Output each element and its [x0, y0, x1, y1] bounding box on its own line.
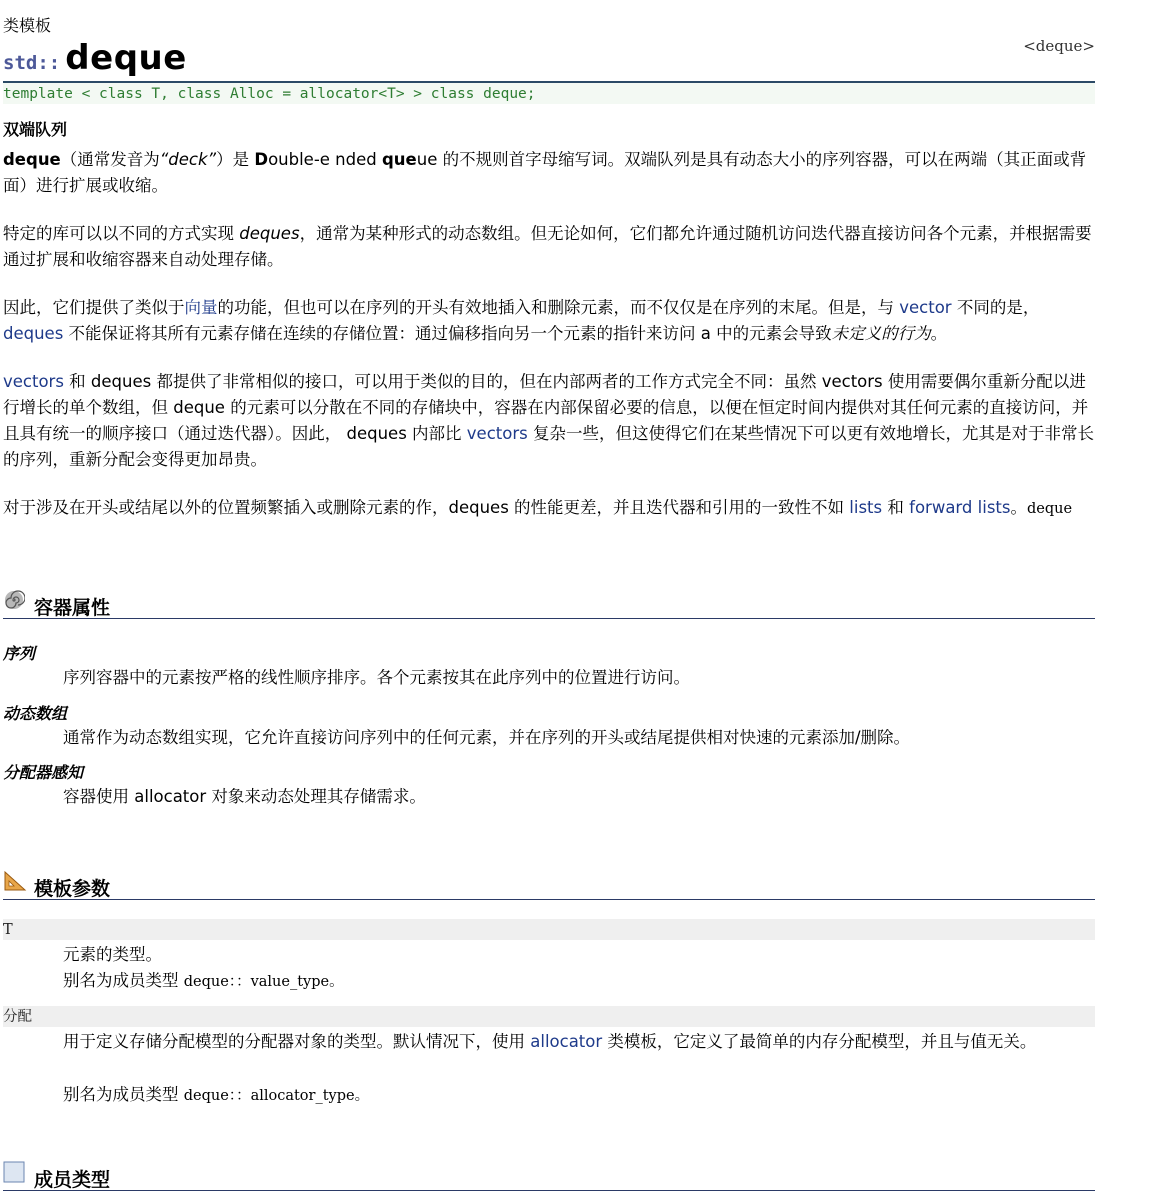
text: 复杂一些，但这使得它们在某些情况下可以更有效地增长，尤其是对于非常长的序列，重新分配会变得更加昂贵。 — [3, 424, 1094, 469]
text: 。 — [1010, 498, 1027, 517]
vectors-link[interactable]: vectors — [466, 424, 528, 443]
deque-term: deque — [3, 150, 61, 169]
text: 未定义的行为 — [831, 324, 931, 343]
paragraph-vectors — [3, 369, 1095, 473]
text: （通常发音为 — [60, 150, 160, 169]
allocator-link[interactable]: allocator — [530, 1032, 603, 1051]
text: ouble-e nded — [268, 150, 382, 169]
text: 别名为成员类型 — [63, 1085, 184, 1104]
list-icon — [3, 1161, 25, 1183]
param-name-alloc: 分配 — [3, 1006, 1095, 1027]
text: deque：：allocator_type。 — [183, 1088, 370, 1104]
section-title: 容器属性 — [34, 597, 111, 619]
property-term: 序列 — [3, 644, 36, 663]
param-alias — [63, 1082, 1095, 1109]
text: 别名为成员类型 — [63, 971, 184, 990]
text: 。 — [930, 324, 948, 343]
property-desc: 容器使用 allocator 对象来动态处理其存储需求。 — [63, 787, 426, 806]
param-desc — [63, 1029, 1095, 1055]
spiral-icon — [3, 589, 25, 611]
text: deque：：value_type。 — [183, 974, 344, 990]
param-alias — [63, 968, 1095, 995]
text: 特定的库可以以不同的方式实现 — [3, 224, 240, 243]
text: 对于涉及在开头或结尾以外的位置频繁插入或删除元素的作，deques 的性能更差，并且迭代器和引用的一致性不如 — [3, 498, 850, 517]
text: deques — [239, 224, 300, 243]
paragraph-performance — [3, 495, 1095, 522]
paragraph-comparison — [3, 295, 1095, 347]
text: 的功能，但也可以在序列的开头有效地插入和删除元素，而不仅仅是在序列的末尾。但是，与 — [217, 298, 900, 317]
text: 和 deques 都提供了非常相似的接口，可以用于类似的目的，但在内部两者的工作方式完全不同：虽然 vectors 使用需要偶尔重新分配以进行增长的单个数组，但 deque 的元素可以分散在不同的存储块中，容器在内部保留必要的信息，以便在恒定时间内提供对其任何元素的直接访问，并且具有统一的顺序接口（通过迭代器）。因此， deques 内部比 — [3, 372, 1089, 443]
namespace-label: std:: — [3, 52, 61, 74]
entity-kind: 类模板 — [3, 16, 52, 35]
text: 因此，它们提供了类似于 — [3, 298, 185, 317]
param-desc: 元素的类型。 — [63, 945, 162, 964]
subtitle: 双端队列 — [3, 120, 68, 139]
text: 和 — [882, 498, 910, 517]
vector-link[interactable]: 向量 — [184, 298, 218, 317]
property-term: 动态数组 — [3, 704, 68, 723]
section-member-types — [3, 1163, 1095, 1191]
set-square-icon — [3, 870, 25, 892]
paragraph-intro — [3, 147, 1095, 199]
page-title — [3, 38, 187, 78]
property-desc: 序列容器中的元素按严格的线性顺序排序。各个元素按其在此序列中的位置进行访问。 — [63, 668, 690, 687]
prototype-declaration: template < class T, class Alloc = allocator<T> > class deque; — [3, 81, 1095, 104]
text: que — [381, 150, 417, 169]
text: ue 的不规则首字母缩写词。双端队列是具有动态大小的序列容器，可以在两端（其正面或背面）进行扩展或收缩。 — [3, 150, 1087, 195]
text: 类模板，它定义了最简单的内存分配模型，并且与值无关。 — [602, 1032, 1037, 1051]
deques-link[interactable]: deques — [3, 324, 64, 343]
paragraph-implementation — [3, 221, 1095, 273]
text: 不同的是， — [951, 298, 1040, 317]
text: 用于定义存储分配模型的分配器对象的类型。默认情况下，使用 — [63, 1032, 531, 1051]
section-title: 模板参数 — [34, 878, 111, 900]
param-name-T: T — [3, 919, 1095, 940]
header-file-link[interactable]: <deque> — [1023, 37, 1095, 55]
text: deque — [1026, 501, 1073, 517]
vector-link[interactable]: vector — [899, 298, 952, 317]
section-template-parameters — [3, 872, 1095, 900]
forward-lists-link[interactable]: forward lists — [909, 498, 1011, 517]
text: ）是 — [216, 150, 255, 169]
class-name: deque — [65, 38, 187, 78]
text: 不能保证将其所有元素存储在连续的存储位置：通过偏移指向另一个元素的指针来访问 a 中的元素会导致 — [63, 324, 832, 343]
property-term: 分配器感知 — [3, 763, 84, 782]
section-title: 成员类型 — [34, 1169, 111, 1191]
vectors-link[interactable]: vectors — [3, 372, 64, 391]
text: ，通常为某种形式的动态数组。但无论如何，它们都允许通过随机访问迭代器直接访问各个元素，并根据需要通过扩展和收缩容器来自动处理存储。 — [3, 224, 1092, 269]
text: “deck” — [159, 150, 217, 169]
section-container-properties — [3, 591, 1095, 619]
lists-link[interactable]: lists — [849, 498, 883, 517]
text: D — [254, 150, 269, 169]
property-desc: 通常作为动态数组实现，它允许直接访问序列中的任何元素，并在序列的开头或结尾提供相对快速的元素添加/删除。 — [63, 728, 911, 747]
